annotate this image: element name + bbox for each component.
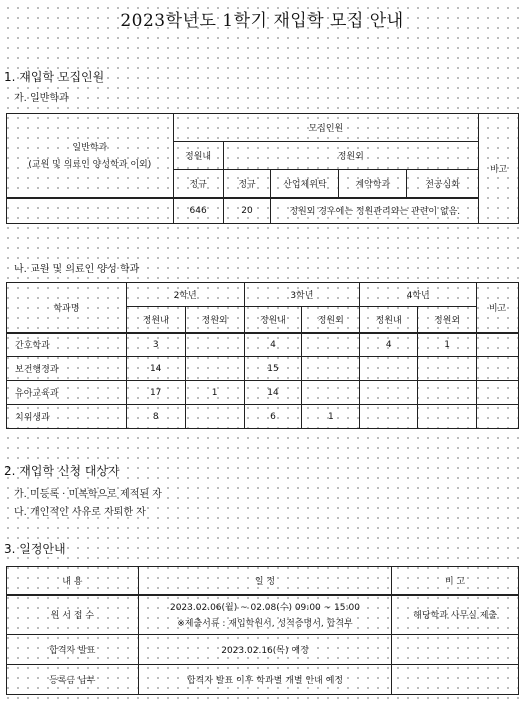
dept-name: 보건행정과 (7, 357, 127, 381)
schedule-cell: 2023.02.16(목) 예정 (138, 635, 392, 665)
section2-item-a: 가. 미등록 · 미복학으로 제적된 자 (14, 489, 162, 500)
schedule-header: 일 정 (138, 567, 392, 595)
section1-sub-a: 가. 일반학과 (14, 93, 69, 104)
table-row (7, 357, 519, 381)
cell: 1 (302, 405, 360, 429)
schedule-cell (138, 595, 392, 635)
cell (418, 381, 477, 405)
dept-name: 간호학과 (7, 333, 127, 357)
cell: 1 (418, 333, 477, 357)
table-row (7, 635, 519, 665)
cell: 6 (244, 405, 302, 429)
cell (360, 405, 418, 429)
cell (418, 405, 477, 429)
cell (418, 357, 477, 381)
cell: 1 (185, 381, 244, 405)
cell (185, 405, 244, 429)
schedule-remark: 해당학과 사무실 제출 (392, 595, 519, 635)
table-row (7, 333, 519, 357)
schedule-content: 원 서 접 수 (7, 595, 139, 635)
cell (302, 333, 360, 357)
sub-col-header: 전공심화 (407, 170, 479, 198)
out-quota-regular-value: 20 (223, 198, 271, 224)
schedule-remark (392, 665, 519, 695)
sub-col-header: 산업체위탁 (271, 170, 339, 198)
in-quota-value: 646 (173, 198, 223, 224)
section2-heading: 2. 재입학 신청 대상자 (4, 464, 120, 478)
cell: 15 (244, 357, 302, 381)
schedule-line-2: ※제출서류 : 재입학원서, 성적증명서, 합격부 (177, 619, 353, 630)
cell (302, 357, 360, 381)
schedule-table (6, 566, 519, 695)
sub-header: 정원내 (360, 307, 418, 333)
section2-item-b: 나. 개인적인 사유로 자퇴한 자 (14, 507, 146, 518)
sub-header: 정원외 (418, 307, 477, 333)
grade-header: 4학년 (360, 283, 477, 307)
cell: 17 (126, 381, 185, 405)
grade-header: 3학년 (244, 283, 360, 307)
table-row (7, 381, 519, 405)
grade-header: 2학년 (126, 283, 244, 307)
schedule-line-1: 2023.02.06(월) ~ 02.08(수) 09:00 ~ 15:00 (169, 603, 360, 614)
dept-header: 학과명 (7, 283, 127, 333)
sub-col-header: 계약학과 (339, 170, 407, 198)
section1-heading: 1. 재입학 모집인원 (4, 70, 105, 84)
sub-header: 정원내 (126, 307, 185, 333)
remark-cell (477, 405, 519, 429)
medical-dept-table (6, 282, 519, 429)
schedule-cell: 합격자 발표 이후 학과별 개별 안내 예정 (138, 665, 392, 695)
cell (360, 381, 418, 405)
dept-name: 치위생과 (7, 405, 127, 429)
recruit-header: 모집인원 (173, 114, 478, 142)
regular-header: 정규 (173, 170, 223, 198)
cell: 3 (126, 333, 185, 357)
dept-name: 유아교육과 (7, 381, 127, 405)
cell: 4 (360, 333, 418, 357)
in-quota-header: 정원내 (173, 142, 223, 170)
out-quota-note: 정원외 경우에는 정원관리와는 관련이 없음. (271, 198, 479, 224)
table-row (7, 665, 519, 695)
section1-sub-b: 나. 교원 및 의료인 양성 학과 (14, 264, 140, 275)
cell: 8 (126, 405, 185, 429)
schedule-remark (392, 635, 519, 665)
schedule-content: 합격자 발표 (7, 635, 139, 665)
general-dept-table (6, 113, 519, 224)
table-row (7, 405, 519, 429)
cell (185, 333, 244, 357)
cell: 4 (244, 333, 302, 357)
sub-header: 정원외 (185, 307, 244, 333)
sub-header: 정원내 (244, 307, 302, 333)
dept-label-line1: 일반학과 (72, 143, 108, 154)
table-row (7, 595, 519, 635)
remark-cell (477, 381, 519, 405)
remark-header: 비고 (479, 114, 519, 224)
remark-cell (477, 333, 519, 357)
section3-heading: 3. 일정안내 (4, 542, 66, 556)
cell (185, 357, 244, 381)
sub-col-header: 정규 (223, 170, 271, 198)
content-header: 내 용 (7, 567, 139, 595)
remark-header: 비고 (477, 283, 519, 333)
cell: 14 (244, 381, 302, 405)
cell (360, 357, 418, 381)
cell: 14 (126, 357, 185, 381)
page-title: 2023학년도 1학기 재입학 모집 안내 (120, 11, 404, 31)
general-dept-label (7, 114, 174, 198)
cell (302, 381, 360, 405)
remark-header: 비 고 (392, 567, 519, 595)
schedule-content: 등록금 납부 (7, 665, 139, 695)
dept-label-line2: (교원 및 의료인 양성학과 이외) (28, 160, 152, 171)
out-quota-header: 정원외 (223, 142, 478, 170)
empty-cell (7, 198, 174, 224)
remark-cell (477, 357, 519, 381)
sub-header: 정원외 (302, 307, 360, 333)
